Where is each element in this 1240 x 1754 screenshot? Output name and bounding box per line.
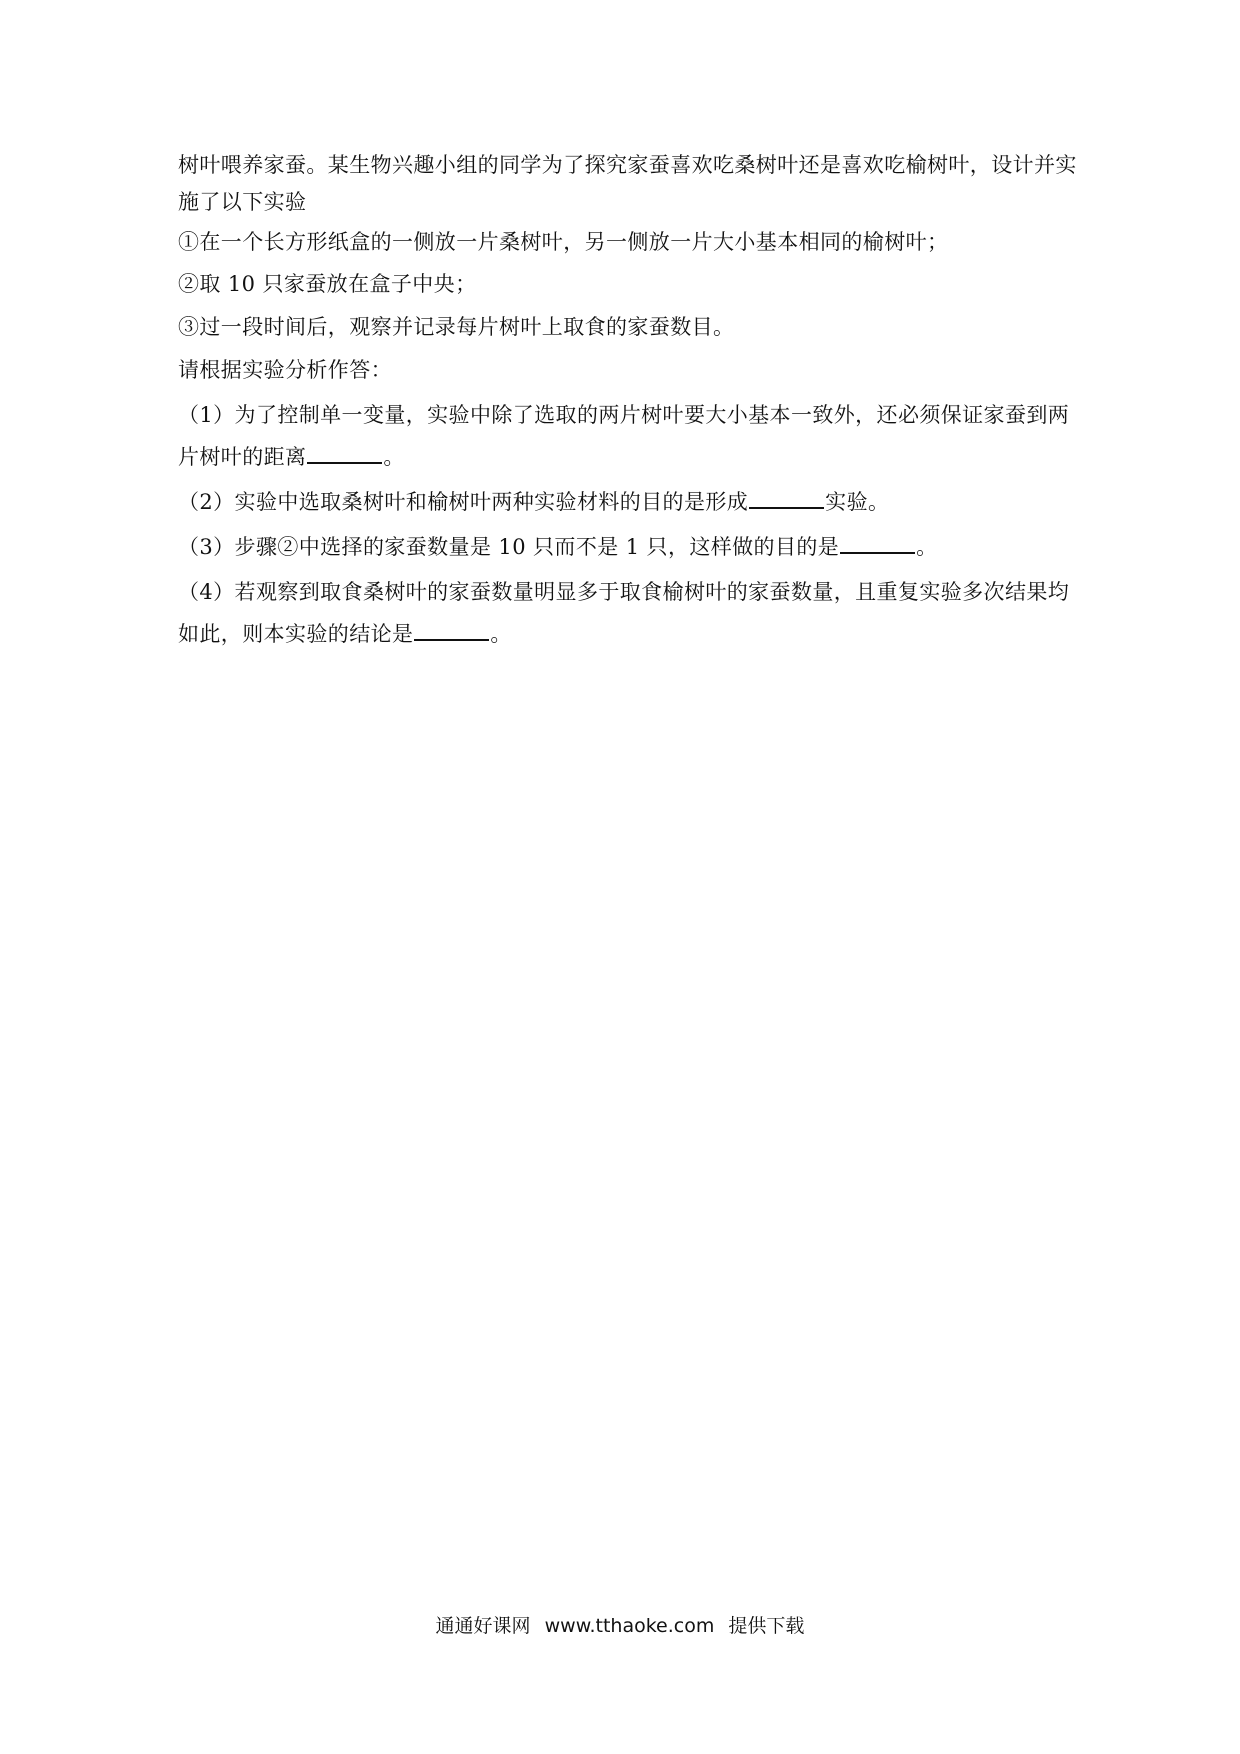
answer-blank-3 <box>840 532 915 554</box>
footer-url[interactable]: www.tthaoke.com <box>544 1615 715 1637</box>
question-2 <box>178 487 889 517</box>
question-4-line-1: （4）若观察到取食桑树叶的家蚕数量明显多于取食榆树叶的家蚕数量，且重复实验多次结果均 <box>178 580 1070 604</box>
footer-site-name: 通通好课网 <box>435 1615 531 1637</box>
question-3 <box>178 532 938 562</box>
experiment-step-3: ③过一段时间后，观察并记录每片树叶上取食的家蚕数目。 <box>178 315 735 339</box>
footer-suffix: 提供下载 <box>728 1615 805 1637</box>
question-2-text: （2）实验中选取桑树叶和榆树叶两种实验材料的目的是形成 <box>178 490 749 514</box>
question-1-line-2 <box>178 442 405 472</box>
experiment-step-2: ②取 10 只家蚕放在盒子中央； <box>178 272 477 296</box>
question-4-line-2 <box>178 619 512 649</box>
question-3-text: （3）步骤②中选择的家蚕数量是 10 只而不是 1 只，这样做的目的是 <box>178 535 840 559</box>
answer-blank-2 <box>749 487 824 509</box>
answer-blank-4 <box>414 619 489 641</box>
question-4-end: 。 <box>490 622 512 646</box>
question-1-text: 片树叶的距离 <box>178 445 307 469</box>
question-4-text: 如此，则本实验的结论是 <box>178 622 414 646</box>
intro-line-2: 施了以下实验 <box>178 190 307 214</box>
page-footer <box>0 1611 1240 1638</box>
answer-blank-1 <box>307 442 382 464</box>
question-3-end: 。 <box>916 535 938 559</box>
question-2-end: 实验。 <box>825 490 890 514</box>
instruction-prompt: 请根据实验分析作答： <box>178 358 392 382</box>
question-1-line-1: （1）为了控制单一变量，实验中除了选取的两片树叶要大小基本一致外，还必须保证家蚕到两 <box>178 403 1070 427</box>
question-1-end: 。 <box>383 445 405 469</box>
experiment-step-1: ①在一个长方形纸盒的一侧放一片桑树叶，另一侧放一片大小基本相同的榆树叶； <box>178 230 949 254</box>
intro-line-1: 树叶喂养家蚕。某生物兴趣小组的同学为了探究家蚕喜欢吃桑树叶还是喜欢吃榆树叶，设计并实 <box>178 153 1077 177</box>
